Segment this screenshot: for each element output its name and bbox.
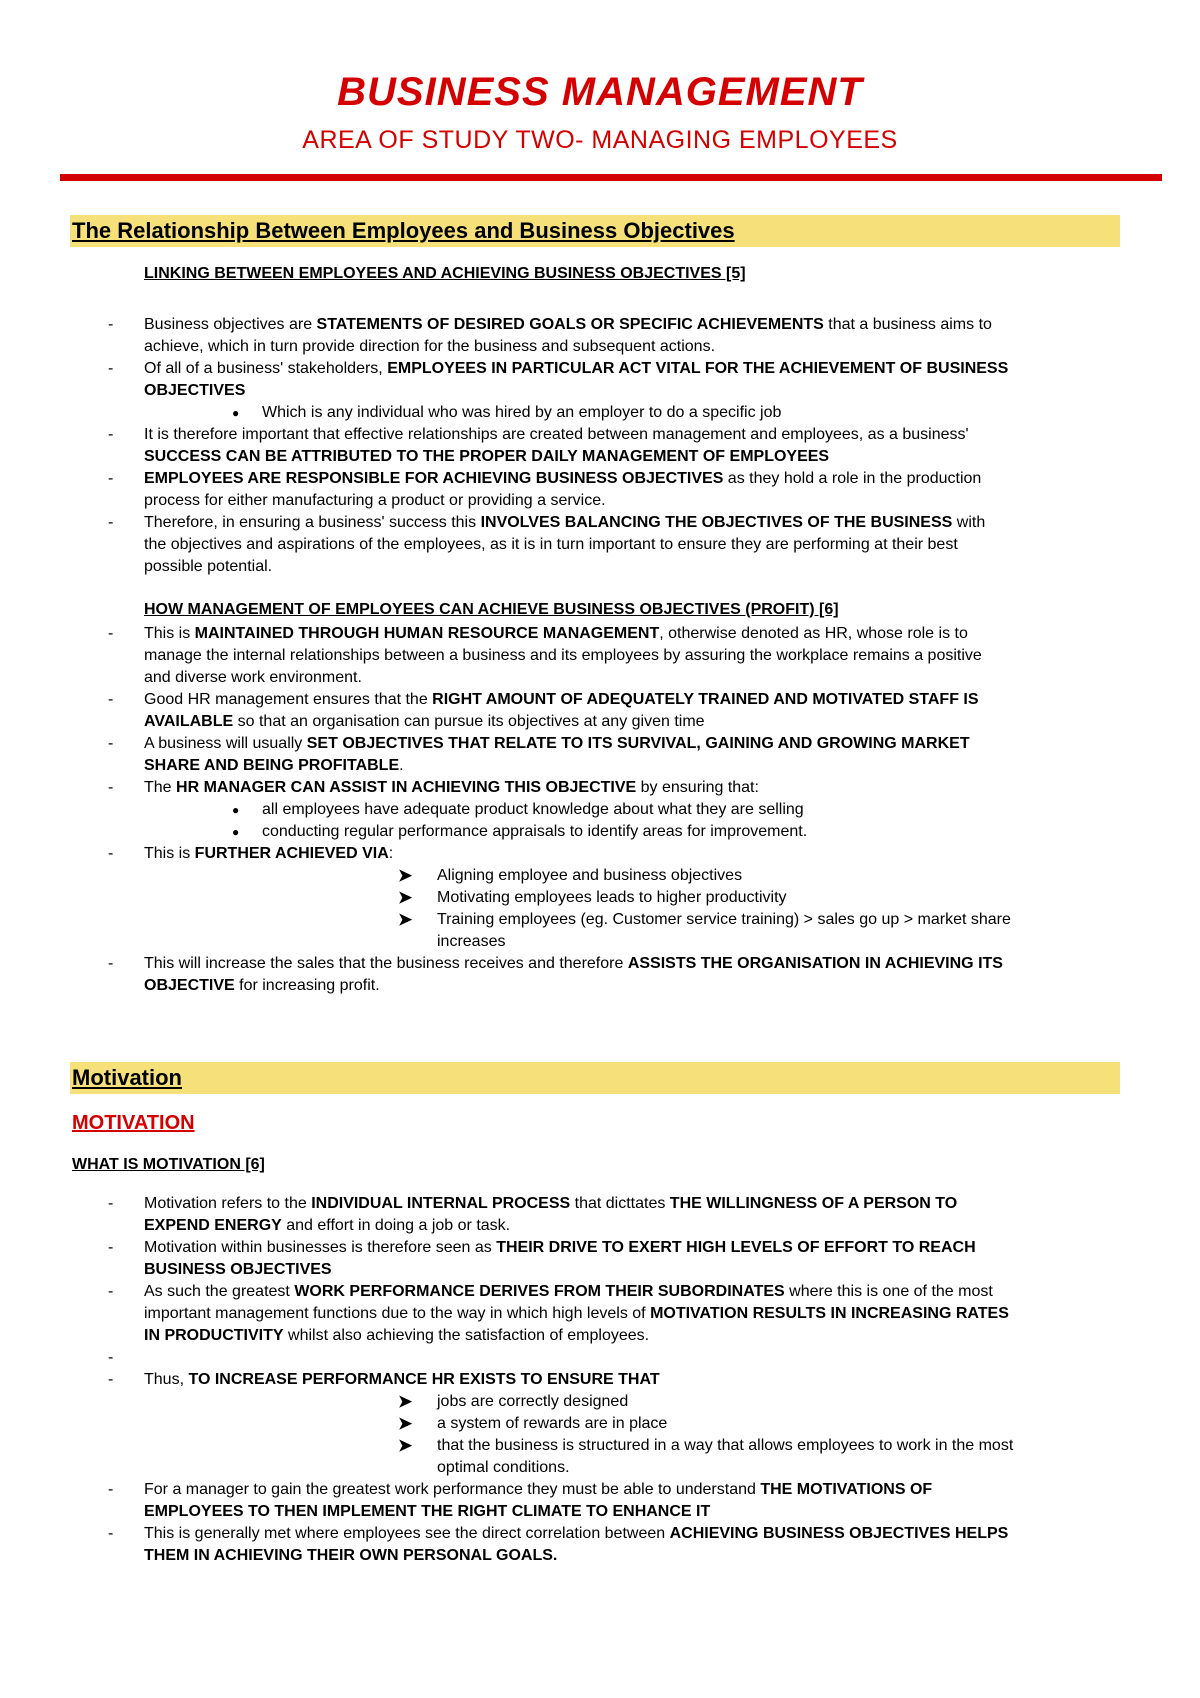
text: all employees have adequate product knowledge about what they are selling <box>262 801 804 818</box>
text-line <box>144 380 245 402</box>
bold-text: MAINTAINED THROUGH HUMAN RESOURCE MANAGEMENT <box>194 625 660 642</box>
text: process for either manufacturing a product or providing a service. <box>144 492 606 509</box>
text: This is <box>144 845 195 862</box>
text-line <box>144 512 985 534</box>
text: optimal conditions. <box>437 1459 570 1476</box>
text-line <box>262 799 804 821</box>
text: achieve, which in turn provide direction for the business and subsequent actions. <box>144 338 716 355</box>
text-line <box>144 1369 660 1391</box>
text-line <box>144 1545 557 1567</box>
text: Training employees (eg. Customer service training) > sales go up > market share <box>437 911 1011 928</box>
text: Therefore, in ensuring a business' success this <box>144 514 481 531</box>
text: Aligning employee and business objectives <box>437 867 743 884</box>
text: It is therefore important that effective relationships are created between management and employees, as a business' <box>144 426 969 443</box>
text-line <box>144 534 958 556</box>
bold-text: STATEMENTS OF DESIRED GOALS OR SPECIFIC ACHIEVEMENTS <box>316 316 824 333</box>
text: For a manager to gain the greatest work performance they must be able to understand <box>144 1481 761 1498</box>
text: This is generally met where employees see the direct correlation between <box>144 1525 670 1542</box>
text: that a business aims to <box>823 316 992 333</box>
text-line <box>437 1391 628 1413</box>
bold-text: THEIR DRIVE TO EXERT HIGH LEVELS OF EFFORT TO REACH <box>496 1239 976 1256</box>
text-line <box>144 446 829 468</box>
bold-text: THE WILLINGNESS OF A PERSON TO <box>669 1195 958 1212</box>
text-line <box>144 777 759 799</box>
text-line <box>262 821 807 843</box>
text: that the business is structured in a way that allows employees to work in the most <box>437 1437 1014 1454</box>
bold-text: OBJECTIVES <box>144 382 246 399</box>
text-line <box>144 1237 976 1259</box>
document-subtitle: AREA OF STUDY TWO- MANAGING EMPLOYEES <box>302 126 898 154</box>
text: Which is any individual who was hired by an employer to do a specific job <box>262 404 782 421</box>
bold-text: EXPEND ENERGY <box>144 1217 282 1234</box>
text: Good HR management ensures that the <box>144 691 433 708</box>
text: Motivation refers to the <box>144 1195 312 1212</box>
text-line <box>437 1457 570 1479</box>
bold-text: MOTIVATION RESULTS IN INCREASING RATES <box>650 1305 1009 1322</box>
bold-text: INDIVIDUAL INTERNAL PROCESS <box>311 1195 571 1212</box>
bold-text: OBJECTIVE <box>144 977 235 994</box>
text: as they hold a role in the production <box>723 470 982 487</box>
bold-text: THEM IN ACHIEVING THEIR OWN PERSONAL GOALS. <box>144 1547 558 1564</box>
text: jobs are correctly designed <box>437 1393 629 1410</box>
bold-text: BUSINESS OBJECTIVES <box>144 1261 332 1278</box>
dash-marker: - <box>108 1195 114 1212</box>
subheading: LINKING BETWEEN EMPLOYEES AND ACHIEVING BUSINESS OBJECTIVES [5] <box>144 265 746 282</box>
bold-text: SHARE AND BEING PROFITABLE <box>144 757 400 774</box>
section-heading: Motivation <box>70 1062 1120 1094</box>
bold-text: EMPLOYEES IN PARTICULAR ACT VITAL FOR THE ACHIEVEMENT OF BUSINESS <box>387 360 1009 377</box>
dash-marker: - <box>108 625 114 642</box>
text: by ensuring that: <box>636 779 759 796</box>
text-line <box>144 468 981 490</box>
text: the objectives and aspirations of the employees, as it is in turn important to ensure they are performing at their best <box>144 536 958 553</box>
dash-marker: - <box>108 316 114 333</box>
text: and diverse work environment. <box>144 669 362 686</box>
dash-marker: - <box>108 1239 114 1256</box>
section-heading: The Relationship Between Employees and Business Objectives <box>70 215 1120 247</box>
bold-text: RIGHT AMOUNT OF ADEQUATELY TRAINED AND MOTIVATED STAFF IS <box>432 691 979 708</box>
title-divider <box>60 174 1162 181</box>
text: The <box>144 779 177 796</box>
dash-marker: - <box>108 779 114 796</box>
text-line <box>262 402 781 424</box>
dash-marker: - <box>108 845 114 862</box>
text-line <box>437 909 1011 931</box>
bold-text: SET OBJECTIVES THAT RELATE TO ITS SURVIVAL, GAINING AND GROWING MARKET <box>306 735 970 752</box>
bold-text: EMPLOYEES TO THEN IMPLEMENT THE RIGHT CLIMATE TO ENHANCE IT <box>144 1503 711 1520</box>
text-line <box>144 689 979 711</box>
text: increases <box>437 933 506 950</box>
text: with <box>952 514 986 531</box>
text: This is <box>144 625 195 642</box>
text-line <box>144 975 380 997</box>
dash-marker: - <box>108 1283 114 1300</box>
text-line <box>144 645 982 667</box>
text: for increasing profit. <box>234 977 380 994</box>
text: that dicttates <box>570 1195 670 1212</box>
text-line <box>144 358 1008 380</box>
text-line <box>144 1501 710 1523</box>
bold-text: ACHIEVING BUSINESS OBJECTIVES HELPS <box>669 1525 1009 1542</box>
text: possible potential. <box>144 558 273 575</box>
bold-text: TO INCREASE PERFORMANCE HR EXISTS TO ENSURE THAT <box>188 1371 660 1388</box>
text-line <box>144 843 393 865</box>
text: and effort in doing a job or task. <box>281 1217 511 1234</box>
arrow-bullet-icon: ➤ <box>398 1414 413 1433</box>
text: manage the internal relationships between a business and its employees by assuring the workplace remains a positive <box>144 647 982 664</box>
text-line <box>144 711 705 733</box>
arrow-bullet-icon: ➤ <box>398 888 413 907</box>
text-line <box>144 556 272 578</box>
text-line <box>437 887 787 909</box>
text-line <box>144 667 362 689</box>
text: A business will usually <box>144 735 307 752</box>
text-line <box>144 1325 649 1347</box>
bold-text: EMPLOYEES ARE RESPONSIBLE FOR ACHIEVING BUSINESS OBJECTIVES <box>144 470 724 487</box>
text: This will increase the sales that the business receives and therefore <box>144 955 628 972</box>
text-line <box>144 953 1003 975</box>
subheading: HOW MANAGEMENT OF EMPLOYEES CAN ACHIEVE BUSINESS OBJECTIVES (PROFIT) [6] <box>144 601 839 618</box>
arrow-bullet-icon: ➤ <box>398 1392 413 1411</box>
text: Of all of a business' stakeholders, <box>144 360 388 377</box>
text-line <box>437 931 505 953</box>
text: Business objectives are <box>144 316 317 333</box>
text: where this is one of the most <box>784 1283 993 1300</box>
red-subheading: MOTIVATION <box>72 1112 195 1134</box>
text-line <box>144 1281 993 1303</box>
bold-text: IN PRODUCTIVITY <box>144 1327 284 1344</box>
dash-marker: - <box>108 735 114 752</box>
text-line <box>144 490 606 512</box>
dash-marker: - <box>108 514 114 531</box>
bold-text: INVOLVES BALANCING THE OBJECTIVES OF THE BUSINESS <box>480 514 953 531</box>
text-line <box>144 755 404 777</box>
text: conducting regular performance appraisals to identify areas for improvement. <box>262 823 808 840</box>
text: Motivation within businesses is therefore seen as <box>144 1239 497 1256</box>
bold-text: WORK PERFORMANCE DERIVES FROM THEIR SUBORDINATES <box>294 1283 785 1300</box>
text-line <box>144 1259 332 1281</box>
bold-text: THE MOTIVATIONS OF <box>760 1481 933 1498</box>
subheading: WHAT IS MOTIVATION [6] <box>72 1156 265 1173</box>
text: a system of rewards are in place <box>437 1415 668 1432</box>
arrow-bullet-icon: ➤ <box>398 866 413 885</box>
dash-marker: - <box>108 1481 114 1498</box>
text-line <box>144 1215 510 1237</box>
arrow-bullet-icon: ➤ <box>398 1436 413 1455</box>
dash-marker: - <box>108 1371 114 1388</box>
text-line <box>144 623 968 645</box>
text: Thus, <box>144 1371 189 1388</box>
bold-text: AVAILABLE <box>144 713 234 730</box>
text-line <box>437 1435 1013 1457</box>
text: . <box>399 757 404 774</box>
bold-text: ASSISTS THE ORGANISATION IN ACHIEVING ITS <box>627 955 1003 972</box>
text-line <box>144 1479 932 1501</box>
text: important management functions due to the way in which high levels of <box>144 1305 651 1322</box>
text-line <box>144 1523 1008 1545</box>
text-line <box>144 336 715 358</box>
text-line <box>144 733 970 755</box>
text-line <box>144 1193 957 1215</box>
text-line <box>437 1413 667 1435</box>
bold-text: FURTHER ACHIEVED VIA <box>194 845 389 862</box>
bold-text: SUCCESS CAN BE ATTRIBUTED TO THE PROPER DAILY MANAGEMENT OF EMPLOYEES <box>144 448 830 465</box>
text: , otherwise denoted as HR, whose role is to <box>659 625 968 642</box>
text-line <box>144 314 992 336</box>
dash-marker: - <box>108 691 114 708</box>
dash-marker: - <box>108 1525 114 1542</box>
text-line <box>144 1303 1009 1325</box>
dash-marker: - <box>108 360 114 377</box>
dash-marker: - <box>108 426 114 443</box>
text: so that an organisation can pursue its objectives at any given time <box>233 713 705 730</box>
text: Motivating employees leads to higher productivity <box>437 889 787 906</box>
bullet-icon: ● <box>232 406 240 420</box>
dash-marker: - <box>108 1349 114 1366</box>
arrow-bullet-icon: ➤ <box>398 910 413 929</box>
text: : <box>388 845 394 862</box>
text-line <box>437 865 742 887</box>
bold-text: HR MANAGER CAN ASSIST IN ACHIEVING THIS OBJECTIVE <box>176 779 637 796</box>
dash-marker: - <box>108 470 114 487</box>
bullet-icon: ● <box>232 825 240 839</box>
bullet-icon: ● <box>232 803 240 817</box>
dash-marker: - <box>108 955 114 972</box>
text: whilst also achieving the satisfaction of employees. <box>283 1327 650 1344</box>
text-line <box>144 424 969 446</box>
text: As such the greatest <box>144 1283 295 1300</box>
document-title: BUSINESS MANAGEMENT <box>337 70 863 114</box>
